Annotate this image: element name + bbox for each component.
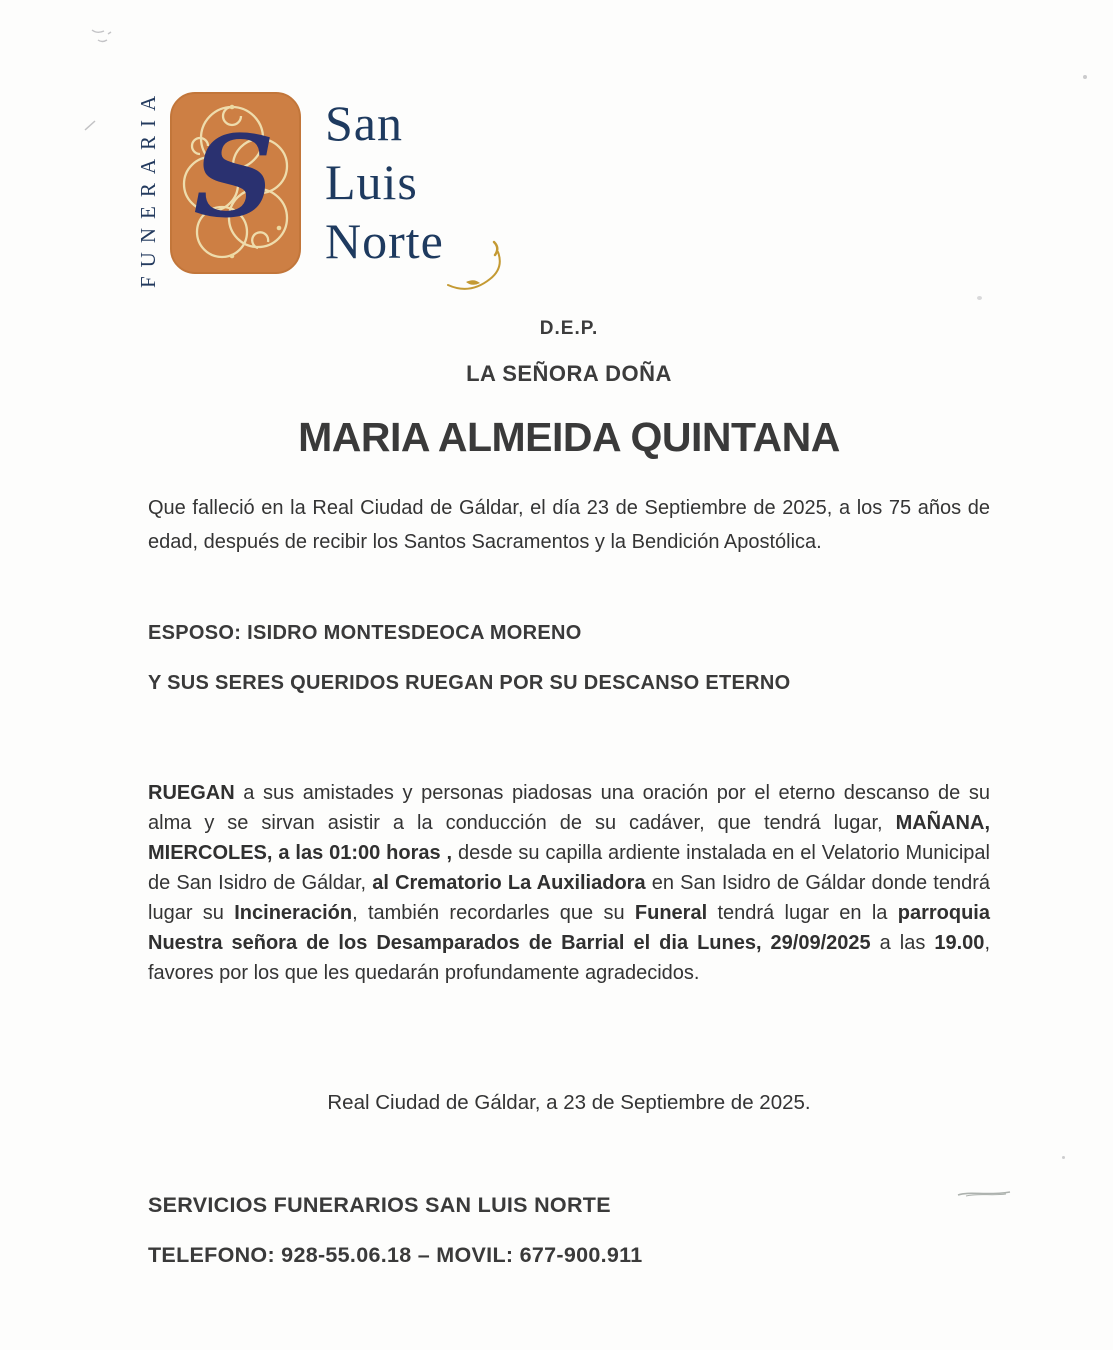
scan-artifact bbox=[84, 24, 114, 75]
death-notice-paragraph: Que falleció en la Real Ciudad de Gáldar, el día 23 de Septiembre de 2025, a los 75 años de edad, después de recibir los Santos Sacramentos y la Bendición Apostólica. bbox=[148, 497, 990, 553]
scan-artifact bbox=[82, 116, 100, 139]
monogram-letter: S bbox=[193, 112, 275, 243]
deceased-name-heading: MARIA ALMEIDA QUINTANA bbox=[298, 414, 840, 460]
brand-name-line2: Luis bbox=[325, 154, 418, 210]
scan-artifact bbox=[1083, 75, 1087, 79]
scan-artifact bbox=[977, 296, 982, 300]
brand-name bbox=[325, 94, 444, 271]
funeraria-vertical-label: FUNERARIA bbox=[136, 86, 160, 288]
phone-line: TELEFONO: 928-55.06.18 – MOVIL: 677-900.911 bbox=[148, 1243, 643, 1267]
dep-heading: D.E.P. bbox=[539, 318, 599, 339]
company-line: SERVICIOS FUNERARIOS SAN LUIS NORTE bbox=[148, 1193, 611, 1217]
scan-artifact bbox=[1062, 1156, 1065, 1159]
monogram-logo-icon bbox=[170, 92, 301, 279]
brand-name-line3: Norte bbox=[325, 213, 444, 269]
spouse-line: ESPOSO: ISIDRO MONTESDEOCA MORENO bbox=[148, 622, 582, 644]
date-line: Real Ciudad de Gáldar, a 23 de Septiembre de 2025. bbox=[327, 1091, 811, 1114]
brand-name-line1: San bbox=[325, 95, 403, 151]
request-paragraph: RUEGAN a sus amistades y personas piadosas una oración por el eterno descanso de su alma y se sirvan asistir a la conducción de su cadáver, que tendrá lugar, MAÑANA, MIERCOLES, a las 01:00 horas , desde su capilla ardiente instalada en el Velatorio Municipal de San Isidro de Gáldar, al Crematorio La Auxiliadora en San Isidro de Gáldar donde tendrá lugar su Incineración, también recordarles que su Funeral tendrá lugar en la parroquia Nuestra señora de los Desamparados de Barrial el dia Lunes, 29/09/2025 a las 19.00, favores por los que les quedarán profundamente agradecidos. bbox=[148, 782, 990, 984]
honorific-heading: LA SEÑORA DOÑA bbox=[466, 361, 672, 386]
gold-flourish-icon bbox=[444, 238, 506, 305]
family-line: Y SUS SERES QUERIDOS RUEGAN POR SU DESCANSO ETERNO bbox=[148, 672, 791, 694]
